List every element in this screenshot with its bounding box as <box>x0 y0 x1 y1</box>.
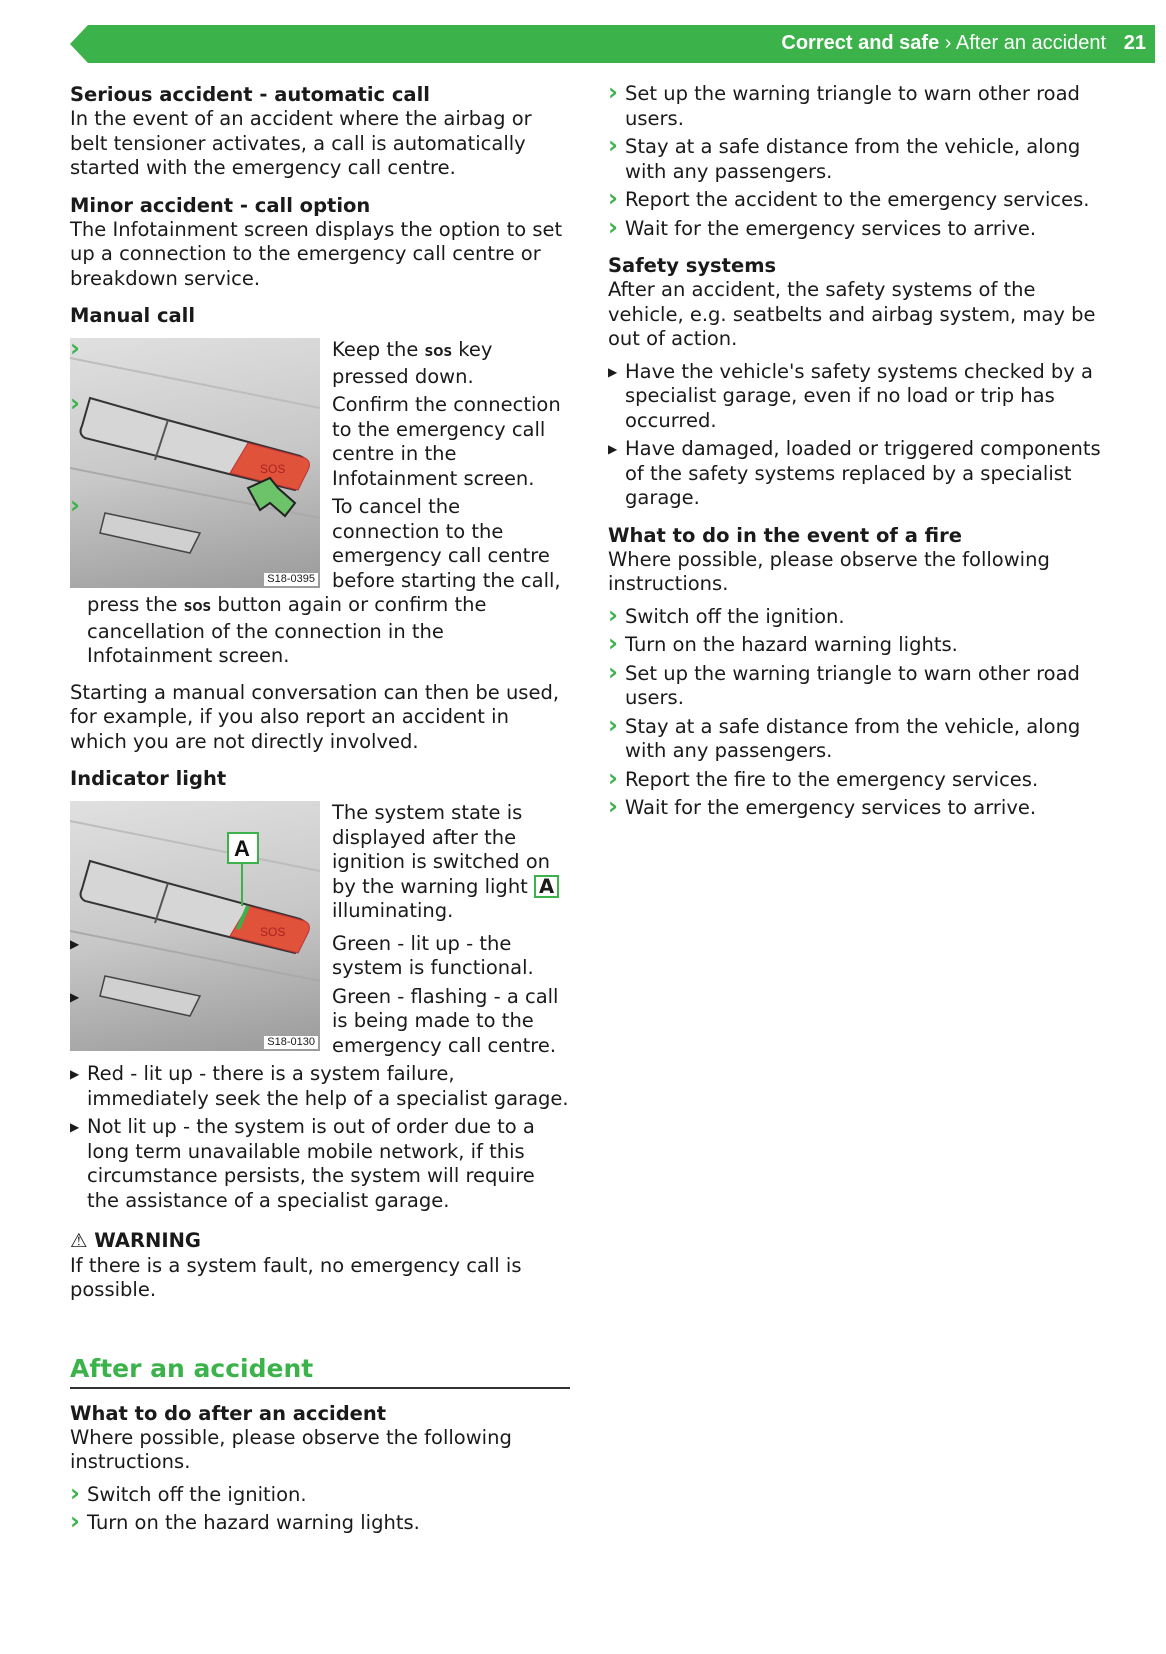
fire-step: › Set up the warning triangle to warn other road users. <box>608 662 1108 711</box>
manual-call-section <box>70 303 570 754</box>
serious-accident-title: Serious accident - automatic call <box>70 83 430 106</box>
breadcrumb-section: Correct and safe <box>781 32 940 54</box>
svg-text:SOS: SOS <box>260 925 286 939</box>
right-column <box>608 82 1108 833</box>
breadcrumb-subsection: After an accident <box>955 32 1106 54</box>
fire-step: › Turn on the hazard warning lights. <box>608 633 1108 658</box>
fire-step: › Switch off the ignition. <box>608 605 1108 630</box>
safety-systems-title: Safety systems <box>608 254 777 277</box>
fire-step: › Wait for the emergency services to arrive. <box>608 796 1108 821</box>
warning-box <box>70 1229 570 1303</box>
breadcrumb <box>781 31 1106 56</box>
manual-call-title: Manual call <box>70 304 196 327</box>
manual-call-followup: Starting a manual conversation can then be used, for example, if you also report an accident in which you are not directly involved. <box>70 680 560 753</box>
safety-items <box>608 360 1108 511</box>
after-step: › Turn on the hazard warning lights. <box>70 1511 570 1536</box>
safety-item: ▶ Have the vehicle's safety systems checked by a specialist garage, even if no load or trip has occurred. <box>608 360 1108 434</box>
continued-step: › Stay at a safe distance from the vehicle, along with any passengers. <box>608 135 1108 184</box>
minor-accident-section <box>70 193 570 292</box>
fire-intro: Where possible, please observe the following instructions. <box>608 547 1050 595</box>
continued-step: › Report the accident to the emergency services. <box>608 188 1108 213</box>
serious-accident-section <box>70 82 570 181</box>
sos-key-icon: SOS <box>183 600 212 614</box>
indicator-intro: The system state is displayed after the ignition is switched on by the warning light A illuminating. <box>70 801 570 924</box>
sos-key-icon: SOS <box>424 345 453 359</box>
state-item: ▶ Not lit up - the system is out of order due to a long term unavailable mobile network, if this circumstance persists, the system will require the assistance of a specialist garage. <box>70 1115 570 1213</box>
fire-step: › Report the fire to the emergency services. <box>608 768 1108 793</box>
manual-step-1: › Keep the SOS key pressed down. <box>70 338 570 389</box>
page-number: 21 <box>1123 32 1146 54</box>
minor-accident-title: Minor accident - call option <box>70 193 371 217</box>
safety-systems-section <box>608 253 1108 511</box>
fire-title: What to do in the event of a fire <box>608 523 962 547</box>
sos-label: SOS <box>260 462 286 476</box>
indicator-light-title: Indicator light <box>70 767 227 790</box>
after-accident-intro: Where possible, please observe the following instructions. <box>70 1425 512 1473</box>
figure-code: S18-0130 <box>264 1036 318 1049</box>
indicator-states <box>70 932 570 1214</box>
after-accident-section <box>70 1353 570 1536</box>
serious-accident-text: In the event of an accident where the airbag or belt tensioner activates, a call is automatically started with the emergency call centre. <box>70 107 532 179</box>
fire-step: › Stay at a safe distance from the vehicle, along with any passengers. <box>608 715 1108 764</box>
warning-text: If there is a system fault, no emergency call is possible. <box>70 1253 522 1301</box>
indicator-light-section <box>70 766 570 1213</box>
continued-step: › Set up the warning triangle to warn other road users. <box>608 82 1108 131</box>
minor-accident-text: The Infotainment screen displays the option to set up a connection to the emergency call centre or breakdown service. <box>70 217 563 290</box>
fire-section <box>608 523 1108 821</box>
figure-code: S18-0395 <box>264 573 318 586</box>
state-item: ▶ Red - lit up - there is a system failure, immediately seek the help of a specialist garage. <box>70 1062 570 1111</box>
after-step: › Switch off the ignition. <box>70 1483 570 1508</box>
left-column <box>70 82 570 1540</box>
manual-step-3: › To cancel the connection to the emergency call centre before starting the call, press the SOS button again or confirm the cancellation of the connection in the Infotainment screen. <box>70 495 570 669</box>
callout-a: A <box>234 836 250 861</box>
section-divider <box>70 1387 570 1389</box>
callout-a-inline: A <box>534 875 559 898</box>
warning-triangle-icon: ⚠ <box>70 1229 88 1252</box>
state-item: ▶ Green - lit up - the system is functional. <box>70 932 570 981</box>
continued-steps <box>608 82 1108 241</box>
state-item: ▶ Green - flashing - a call is being made to the emergency call centre. <box>70 985 570 1059</box>
safety-item: ▶ Have damaged, loaded or triggered components of the safety systems replaced by a specialist garage. <box>608 437 1108 511</box>
fire-steps <box>608 605 1108 821</box>
after-accident-steps <box>70 1483 570 1536</box>
breadcrumb-separator: › <box>944 32 952 54</box>
after-accident-heading: After an accident <box>70 1353 314 1383</box>
safety-systems-text: After an accident, the safety systems of the vehicle, e.g. seatbelts and airbag system, may be out of action. <box>608 278 1096 350</box>
manual-call-steps <box>70 338 570 669</box>
warning-title: WARNING <box>94 1229 201 1252</box>
continued-step: › Wait for the emergency services to arrive. <box>608 217 1108 242</box>
after-accident-subtitle: What to do after an accident <box>70 1401 387 1425</box>
manual-step-2: › Confirm the connection to the emergency call centre in the Infotainment screen. <box>70 393 570 491</box>
